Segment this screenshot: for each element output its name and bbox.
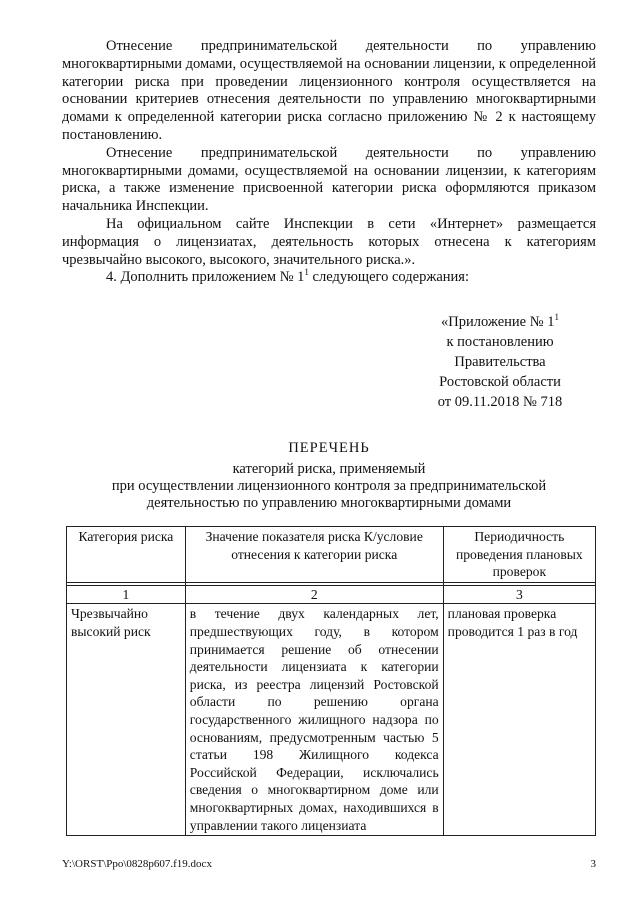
list-title <box>62 440 596 512</box>
appendix-line5: от 09.11.2018 № 718 <box>437 394 563 410</box>
appendix-line1: «Приложение № 1 <box>441 314 555 330</box>
column-number: 3 <box>443 585 595 604</box>
paragraph: На официальном сайте Инспекции в сети «Интернет» размещается информация о лицензиатах, деятельность которых отнесена к категориям чрезвычайно высокого, высокого, значительного риска.». <box>62 215 596 268</box>
table-number-row <box>67 585 596 604</box>
cell-periodicity: плановая проверка проводится 1 раз в год <box>443 604 595 836</box>
item-4-text: 4. Дополнить приложением № 1 <box>106 269 305 286</box>
appendix-heading <box>405 312 595 412</box>
column-number: 1 <box>67 585 186 604</box>
appendix-line <box>405 312 595 332</box>
title-line1: категорий риска, применяемый <box>232 461 426 477</box>
column-number: 2 <box>185 585 443 604</box>
item-4-sup: 1 <box>304 267 309 278</box>
body-text <box>62 38 596 287</box>
page-number: 3 <box>590 858 596 870</box>
file-path: Y:\ORST\Ppo\0828p607.f19.docx <box>62 858 212 870</box>
header-category: Категория риска <box>67 527 186 583</box>
paragraph: Отнесение предпринимательской деятельности по управлению многоквартирными домами, осуществляемой на основании лицензии, к определенной категории риска при проведении лицензионного контроля осуществляется на основании критериев отнесения деятельности по управлению многоквартирными домами к определенной категории риска согласно приложению № 2 к настоящему постановлению. <box>62 38 596 143</box>
appendix-line4: Ростовской области <box>439 374 561 390</box>
item-4-tail: следующего содержания: <box>308 269 469 286</box>
appendix-line3: Правительства <box>454 354 546 370</box>
table-row <box>67 604 596 836</box>
title-line2: при осуществлении лицензионного контроля за предпринимательской <box>111 478 547 494</box>
page-footer <box>62 858 596 870</box>
risk-table <box>66 526 596 836</box>
header-condition: Значение показателя риска К/условие отнесения к категории риска <box>185 527 443 583</box>
item-4 <box>62 269 596 287</box>
paragraph: Отнесение предпринимательской деятельности по управлению многоквартирными домами, осуществляемой на основании лицензии, к категориям риска, а также изменение присвоенной категории риска оформляются приказом начальника Инспекции. <box>62 144 596 215</box>
cell-category: Чрезвычайно высокий риск <box>67 604 186 836</box>
appendix-sup: 1 <box>554 312 559 323</box>
title-line3: деятельностью по управлению многоквартирными домами <box>146 495 512 511</box>
cell-condition: в течение двух календарных лет, предшествующих году, в котором принимается решение об отнесении деятельности лицензиата к категории риска, из реестра лицензий Ростовской области по решению органа государственного жилищного надзора по основаниям, предусмотренным частью 5 статьи 198 Жилищного кодекса Российской Федерации, исключались сведения о многоквартирном доме или многоквартирных домах, находившихся в управлении такого лицензиата <box>185 604 443 836</box>
title-heading: ПЕРЕЧЕНЬ <box>288 440 370 456</box>
table-header-row <box>67 527 596 583</box>
appendix-line2: к постановлению <box>446 334 554 350</box>
header-periodicity: Периодичность проведения плановых проверок <box>443 527 595 583</box>
